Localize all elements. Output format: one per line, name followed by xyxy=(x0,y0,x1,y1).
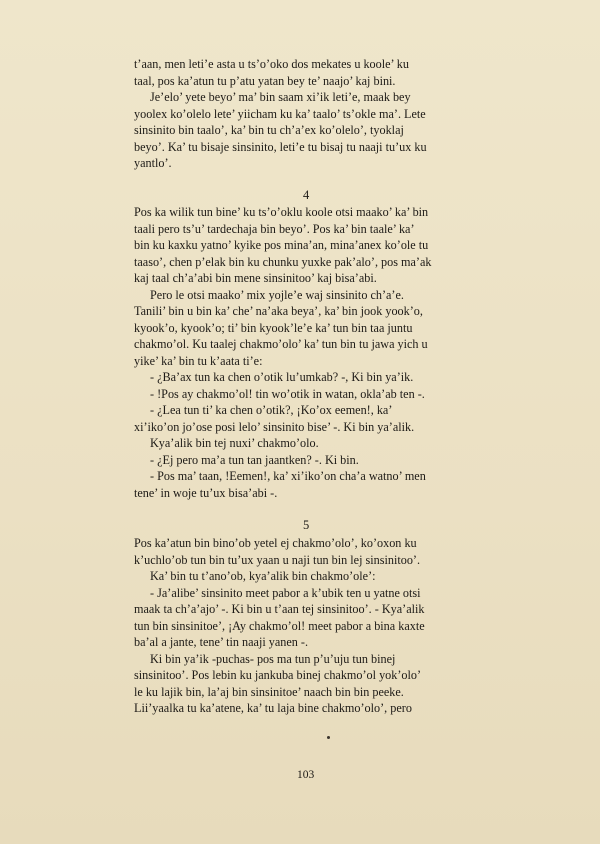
text-line: Kya’alik bin tej nuxi’ chakmo’olo. xyxy=(150,436,319,450)
text-line: beyo’. Ka’ tu bisaje sinsinito, leti’e tu bisaj tu naaji tu’ux ku xyxy=(134,139,427,154)
text-line: Je’elo’ yete beyo’ ma’ bin saam xi’ik leti’e, maak bey xyxy=(150,90,411,104)
section-number-4: 4 xyxy=(303,188,310,202)
text-line: t’aan, men leti’e asta u ts’o’oko dos mekates u koole’ ku xyxy=(134,57,409,71)
text-line: chakmo’ol. Ku taalej chakmo’olo’ ka’ tun bin tu jawa yich u xyxy=(134,337,428,351)
text-line: taaso’, chen p’elak bin ku chunku yuxke pak’alo’, pos ma’ak xyxy=(134,254,432,269)
text-line: ba’al a jante, tene’ tin naaji yanen -. xyxy=(134,635,309,649)
text-line: kaj taal ch’a’abi bin mene sinsinitoo’ kaj bisa’abi. xyxy=(134,271,377,285)
text-line: tene’ in woje tu’ux bisa’abi -. xyxy=(134,485,278,500)
ink-speck xyxy=(327,736,330,739)
text-line: taali pero ts’u’ tardechaja bin beyo’. Pos ka’ bin taale’ ka’ xyxy=(134,221,415,236)
section-number-5: 5 xyxy=(303,518,310,532)
text-line: sinsinitoo’. Pos lebin ku jankuba binej chakmo’ol yok’olo’ xyxy=(134,668,422,682)
text-line: Pos ka wilik tun bine’ ku ts’o’oklu koole otsi maako’ ka’ bin xyxy=(134,205,429,219)
text-line: Pero le otsi maako’ mix yojle’e waj sinsinito ch’a’e. xyxy=(150,287,404,302)
text-line: maak ta ch’a’ajo’ -. Ki bin u t’aan tej sinsinitoo’. - Kya’alik xyxy=(134,602,425,616)
text-line: Ki bin ya’ik -puchas- pos ma tun p’u’uju tun binej xyxy=(150,651,396,666)
text-line: Lii’yaalka tu ka’atene, ka’ tu laja bine chakmo’olo’, pero xyxy=(134,701,412,715)
text-line: le ku lajik bin, la’aj bin sinsinitoe’ naach bin bin peeke. xyxy=(134,684,404,699)
page-number: 103 xyxy=(297,769,315,781)
paragraph-opening xyxy=(134,56,480,172)
dialogue-line: - Pos ma’ taan, !Eemen!, ka’ xi’iko’on cha’a watno’ men xyxy=(150,469,426,483)
text-line: bin ku kaxku yatno’ kyike pos mina’an, mina’anex ko’ole tu xyxy=(134,238,429,252)
text-line: k’uchlo’ob tun bin tu’ux yaan u naji tun bin lej sinsinitoo’. xyxy=(134,552,421,567)
section-4-text xyxy=(134,204,480,501)
dialogue-line: - Ja’alibe’ sinsinito meet pabor a k’ubik ten u yatne otsi xyxy=(150,585,421,600)
text-line: kyook’o, kyook’o; ti’ bin kyook’le’e ka’ tun bin taa juntu xyxy=(134,320,413,335)
section-5-text xyxy=(134,535,480,717)
text-line: xi’iko’on jo’ose posi lelo’ sinsinito bise’ -. Ki bin ya’alik. xyxy=(134,419,415,434)
text-line: tun bin sinsinitoe’, ¡Ay chakmo’ol! meet pabor a bina kaxte xyxy=(134,618,425,633)
text-line: Tanili’ bin u bin ka’ che’ na’aka beya’, ka’ bin jook yook’o, xyxy=(134,304,423,318)
text-line: sinsinito bin taalo’, ka’ bin tu ch’a’ex ko’olelo’, tyoklaj xyxy=(134,123,404,137)
text-line: Pos ka’atun bin bino’ob yetel ej chakmo’olo’, ko’oxon ku xyxy=(134,536,417,550)
text-line: yantlo’. xyxy=(134,156,172,170)
text-line: Ka’ bin tu t’ano’ob, kya’alik bin chakmo’ole’: xyxy=(150,569,376,583)
dialogue-line: - !Pos ay chakmo’ol! tin wo’otik in watan, okla’ab ten -. xyxy=(150,386,425,401)
text-line: yike’ ka’ bin tu k’aata ti’e: xyxy=(134,353,263,368)
dialogue-line: - ¿Ba’ax tun ka chen o’otik lu’umkab? -, Ki bin ya’ik. xyxy=(150,370,414,384)
dialogue-line: - ¿Lea tun ti’ ka chen o’otik?, ¡Ko’ox eemen!, ka’ xyxy=(150,403,393,417)
text-line: taal, pos ka’atun tu p’atu yatan bey te’ naajo’ kaj bini. xyxy=(134,73,396,88)
dialogue-line: - ¿Ej pero ma’a tun tan jaantken? -. Ki bin. xyxy=(150,452,359,467)
text-line: yoolex ko’olelo lete’ yiicham ku ka’ taalo’ ts’okle ma’. Lete xyxy=(134,106,426,121)
